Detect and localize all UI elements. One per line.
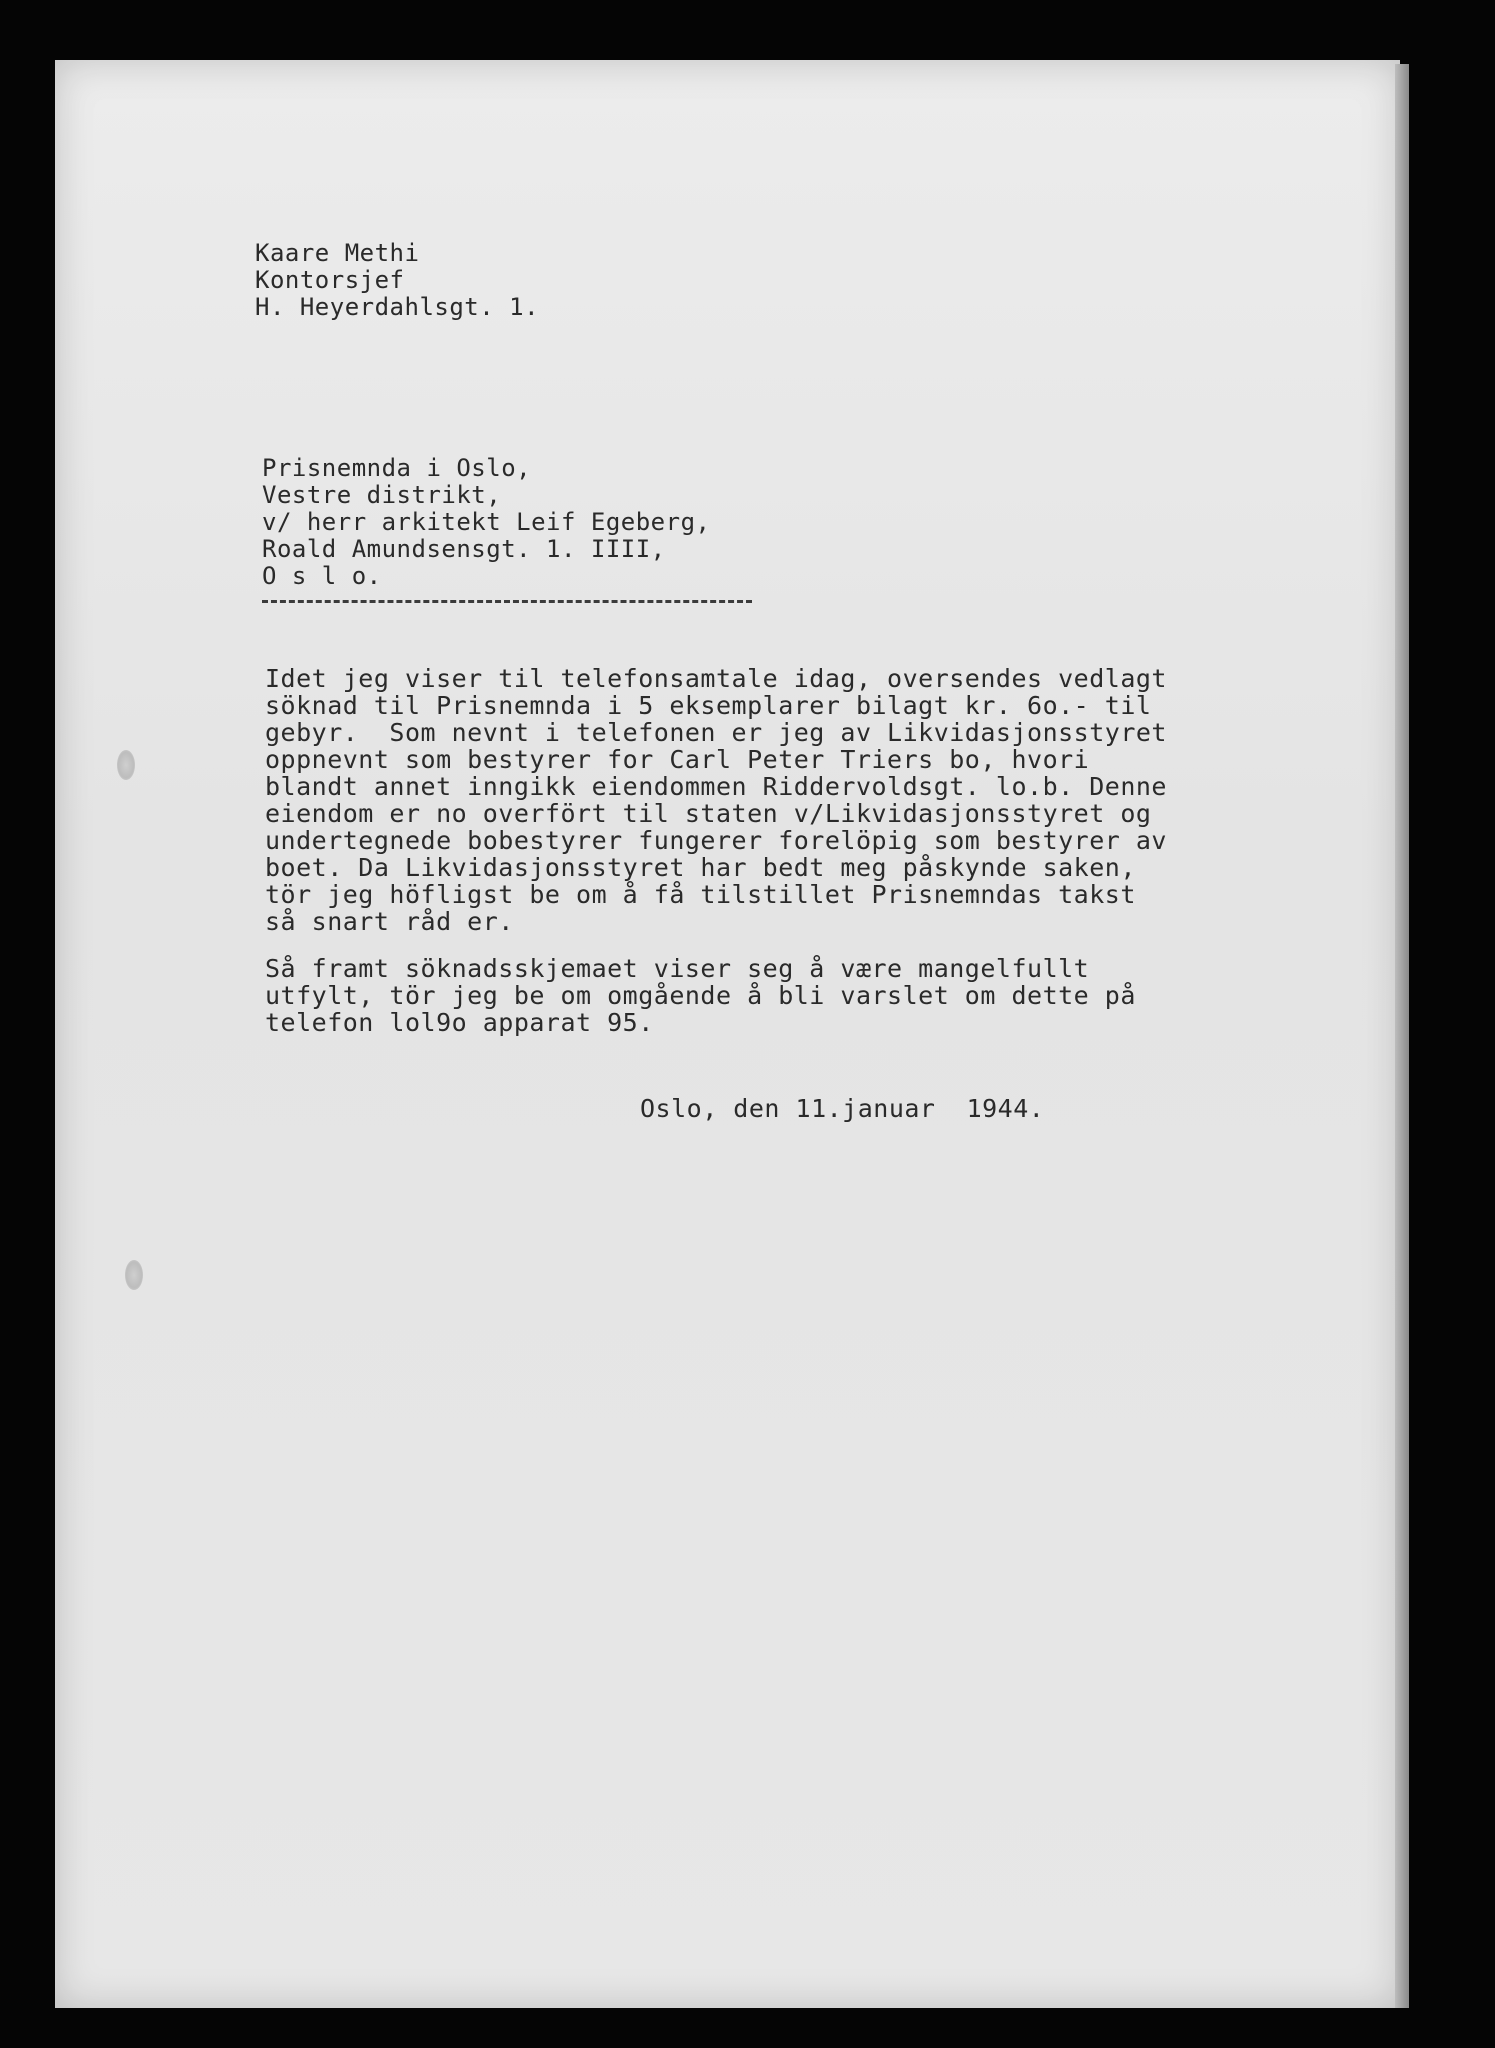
body-line: utfylt, tör jeg be om omgående å bli varslet om dette på bbox=[265, 981, 1136, 1010]
sender-address: H. Heyerdahlsgt. 1. bbox=[255, 293, 540, 321]
body-line: tör jeg höfligst be om å få tilstillet Prisnemndas takst bbox=[265, 880, 1136, 909]
dashed-rule bbox=[262, 600, 752, 603]
body-line: Idet jeg viser til telefonsamtale idag, oversendes vedlagt bbox=[265, 664, 1167, 693]
paper-edge bbox=[1395, 64, 1409, 2008]
recipient-block bbox=[262, 455, 710, 590]
recipient-line: Prisnemnda i Oslo, bbox=[262, 454, 532, 482]
body-line: söknad til Prisnemnda i 5 eksemplarer bilagt kr. 6o.- til bbox=[265, 691, 1152, 720]
body-line: gebyr. Som nevnt i telefonen er jeg av Likvidasjonsstyret bbox=[265, 718, 1167, 747]
body-line: telefon lol9o apparat 95. bbox=[265, 1008, 654, 1037]
body-paragraph-1 bbox=[265, 665, 1167, 935]
body-line: blandt annet inngikk eiendommen Riddervoldsgt. lo.b. Denne bbox=[265, 772, 1167, 801]
punch-hole-upper bbox=[117, 750, 135, 780]
sender-title: Kontorsjef bbox=[255, 266, 405, 294]
dateline: Oslo, den 11.januar 1944. bbox=[640, 1094, 1045, 1123]
body-line: oppnevnt som bestyrer for Carl Peter Triers bo, hvori bbox=[265, 745, 1090, 774]
recipient-line: O s l o. bbox=[262, 562, 382, 590]
recipient-line: Roald Amundsensgt. 1. IIII, bbox=[262, 535, 666, 563]
body-line: undertegnede bobestyrer fungerer forelöpig som bestyrer av bbox=[265, 826, 1167, 855]
recipient-line: Vestre distrikt, bbox=[262, 481, 502, 509]
sender-block bbox=[255, 240, 539, 321]
body-paragraph-2 bbox=[265, 955, 1136, 1036]
recipient-line: v/ herr arkitekt Leif Egeberg, bbox=[262, 508, 711, 536]
body-line: så snart råd er. bbox=[265, 907, 514, 936]
body-line: boet. Da Likvidasjonsstyret har bedt meg påskynde saken, bbox=[265, 853, 1136, 882]
body-line: eiendom er no overfört til staten v/Likvidasjonsstyret og bbox=[265, 799, 1152, 828]
sender-name: Kaare Methi bbox=[255, 239, 420, 267]
punch-hole-lower bbox=[125, 1260, 143, 1290]
body-line: Så framt söknadsskjemaet viser seg å være mangelfullt bbox=[265, 954, 1090, 983]
